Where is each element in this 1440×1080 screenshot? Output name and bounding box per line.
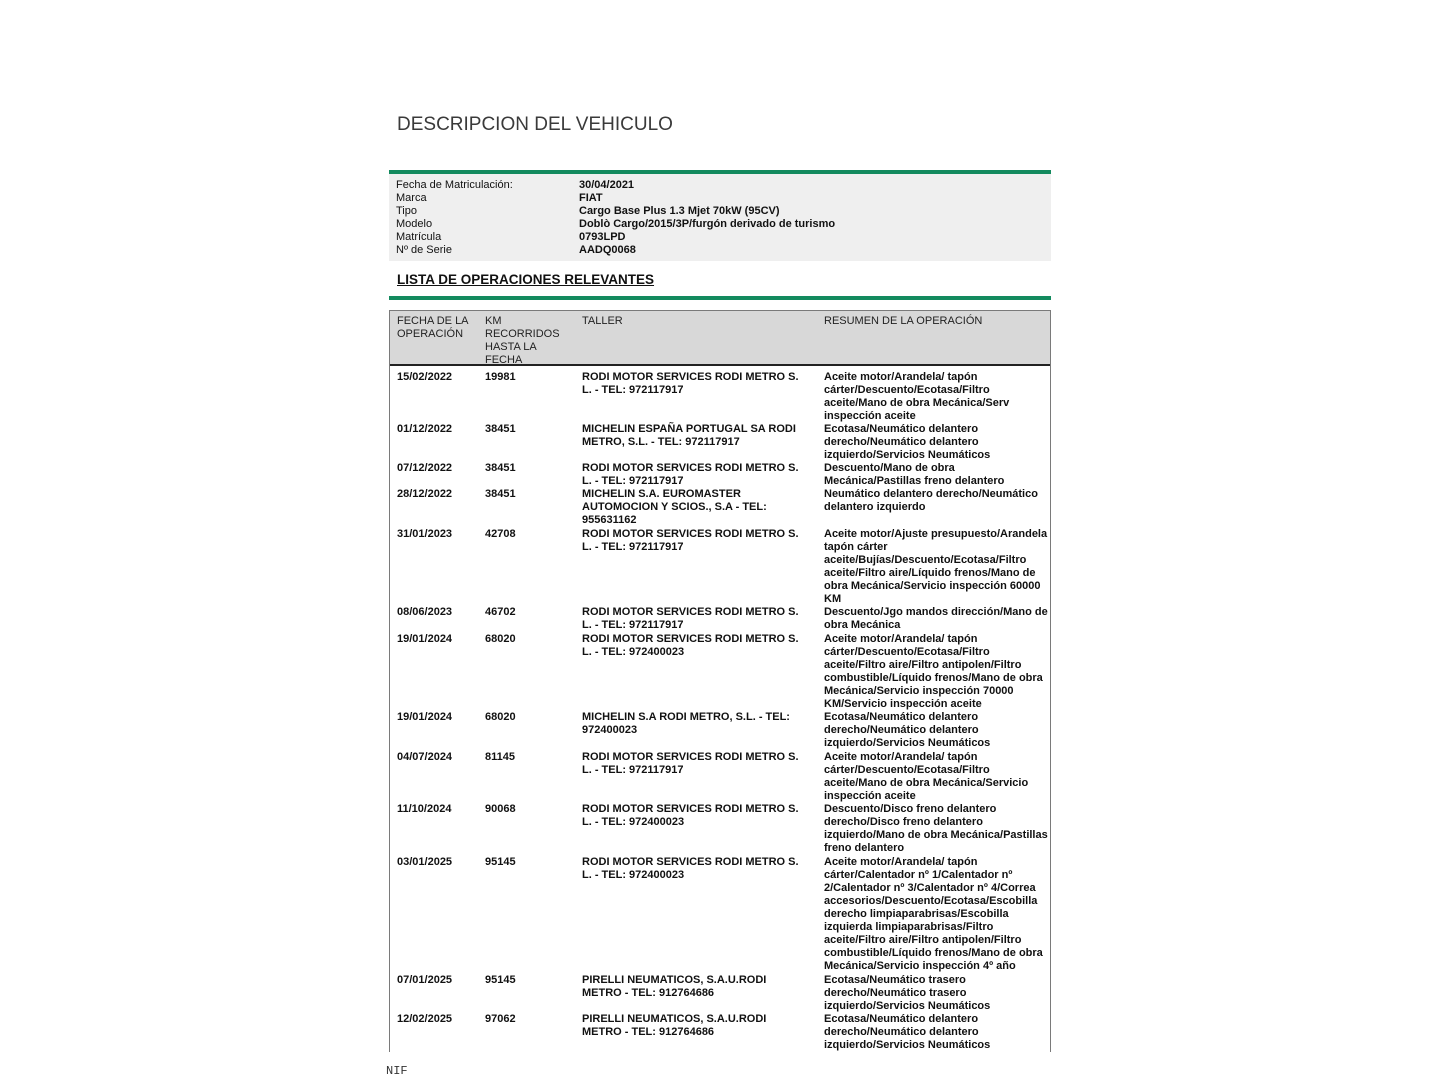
cell-taller: RODI MOTOR SERVICES RODI METRO S. L. - TEL: 972400023	[582, 856, 799, 881]
cell-km: 95145	[485, 974, 516, 986]
field-value: Cargo Base Plus 1.3 Mjet 70kW (95CV)	[579, 205, 780, 217]
cell-taller: RODI MOTOR SERVICES RODI METRO S. L. - TEL: 972400023	[582, 803, 799, 828]
field-value: 0793LPD	[579, 231, 626, 243]
cell-resumen: Aceite motor/Arandela/ tapón cárter/Descuento/Ecotasa/Filtro aceite/Filtro aire/Filtro antipolen/Filtro combustible/Líquido frenos/Mano de obra Mecánica/Servicio inspección 70000 KM/Servicio inspección aceite	[824, 633, 1043, 710]
cell-resumen: Descuento/Disco freno delantero derecho/Disco freno delantero izquierdo/Mano de obra Mecánica/Pastillas freno delantero	[824, 803, 1048, 854]
cell-resumen: Neumático delantero derecho/Neumático delantero izquierdo	[824, 488, 1038, 513]
cell-km: 95145	[485, 856, 516, 868]
cell-resumen: Ecotasa/Neumático delantero derecho/Neumático delantero izquierdo/Servicios Neumáticos	[824, 711, 991, 749]
header-resumen: RESUMEN DE LA OPERACIÓN	[824, 315, 983, 327]
operations-table	[389, 310, 1051, 1052]
field-label: Fecha de Matriculación:	[396, 179, 513, 191]
field-value: AADQ0068	[579, 244, 636, 256]
field-label: Matrícula	[396, 231, 442, 243]
cell-fecha: 12/02/2025	[397, 1013, 453, 1025]
table-header	[390, 311, 1050, 366]
cell-resumen: Aceite motor/Ajuste presupuesto/Arandela tapón cárter aceite/Bujías/Descuento/Ecotasa/Filtro aceite/Filtro aire/Líquido frenos/Mano de obra Mecánica/Servicio inspección 60000 KM	[824, 528, 1048, 605]
cell-fecha: 19/01/2024	[397, 711, 453, 723]
field-value: Doblò Cargo/2015/3P/furgón derivado de turismo	[579, 218, 836, 230]
cell-fecha: 15/02/2022	[397, 371, 453, 383]
cell-resumen: Aceite motor/Arandela/ tapón cárter/Calentador nº 1/Calentador nº 2/Calentador nº 3/Calentador nº 4/Correa accesorios/Descuento/Ecotasa/Escobilla derecho limpiaparabrisas/Escobilla izquierda limpiaparabrisas/Filtro aceite/Filtro aire/Filtro antipolen/Filtro combustible/Líquido frenos/Mano de obra Mecánica/Servicio inspección 4º año	[824, 856, 1043, 972]
cell-taller: RODI MOTOR SERVICES RODI METRO S. L. - TEL: 972400023	[582, 633, 799, 658]
cell-taller: PIRELLI NEUMATICOS, S.A.U.RODI METRO - TEL: 912764686	[582, 974, 767, 999]
field-value: 30/04/2021	[579, 179, 635, 191]
cell-fecha: 07/01/2025	[397, 974, 453, 986]
cell-resumen: Descuento/Jgo mandos dirección/Mano de obra Mecánica	[824, 606, 1048, 631]
header-taller: TALLER	[582, 315, 623, 327]
cell-fecha: 19/01/2024	[397, 633, 453, 645]
cell-km: 38451	[485, 462, 516, 474]
cell-km: 19981	[485, 371, 516, 383]
footer-nif-label: NIF	[386, 1064, 408, 1078]
cell-km: 46702	[485, 606, 516, 618]
cell-taller: RODI MOTOR SERVICES RODI METRO S. L. - TEL: 972117917	[582, 371, 799, 396]
header-km: KM RECORRIDOS HASTA LA FECHA	[485, 315, 560, 366]
header-fecha: FECHA DE LA OPERACIÓN	[397, 315, 468, 340]
cell-km: 38451	[485, 423, 516, 435]
cell-taller: MICHELIN S.A. EUROMASTER AUTOMOCION Y SCIOS., S.A - TEL: 955631162	[582, 488, 767, 526]
cell-km: 68020	[485, 711, 516, 723]
field-label: Nº de Serie	[396, 244, 452, 256]
cell-resumen: Ecotasa/Neumático delantero derecho/Neumático delantero izquierdo/Servicios Neumáticos	[824, 1013, 991, 1051]
cell-taller: RODI MOTOR SERVICES RODI METRO S. L. - TEL: 972117917	[582, 751, 799, 776]
cell-fecha: 31/01/2023	[397, 528, 453, 540]
cell-taller: RODI MOTOR SERVICES RODI METRO S. L. - TEL: 972117917	[582, 606, 799, 631]
cell-fecha: 01/12/2022	[397, 423, 453, 435]
section-divider	[389, 296, 1051, 300]
cell-km: 42708	[485, 528, 516, 540]
cell-resumen: Descuento/Mano de obra Mecánica/Pastillas freno delantero	[824, 462, 1005, 487]
cell-resumen: Ecotasa/Neumático delantero derecho/Neumático delantero izquierdo/Servicios Neumáticos	[824, 423, 991, 461]
field-label: Modelo	[396, 218, 433, 230]
cell-km: 97062	[485, 1013, 516, 1025]
cell-fecha: 11/10/2024	[397, 803, 452, 815]
cell-taller: RODI MOTOR SERVICES RODI METRO S. L. - TEL: 972117917	[582, 462, 799, 487]
cell-km: 38451	[485, 488, 516, 500]
operations-section-title: LISTA DE OPERACIONES RELEVANTES	[397, 272, 655, 287]
cell-resumen: Ecotasa/Neumático trasero derecho/Neumático trasero izquierdo/Servicios Neumáticos	[824, 974, 991, 1012]
cell-resumen: Aceite motor/Arandela/ tapón cárter/Descuento/Ecotasa/Filtro aceite/Mano de obra Mecánica/Servicio inspección aceite	[824, 751, 1029, 802]
cell-fecha: 08/06/2023	[397, 606, 453, 618]
field-label: Marca	[396, 192, 427, 204]
cell-taller: MICHELIN ESPAÑA PORTUGAL SA RODI METRO, S.L. - TEL: 972117917	[582, 423, 796, 448]
cell-fecha: 28/12/2022	[397, 488, 453, 500]
cell-fecha: 03/01/2025	[397, 856, 453, 868]
document-title: DESCRIPCION DEL VEHICULO	[397, 114, 673, 135]
vehicle-info-box	[389, 174, 1051, 261]
cell-km: 81145	[485, 751, 515, 763]
cell-taller: MICHELIN S.A RODI METRO, S.L. - TEL: 972400023	[582, 711, 790, 736]
field-label: Tipo	[396, 205, 417, 217]
cell-taller: RODI MOTOR SERVICES RODI METRO S. L. - TEL: 972117917	[582, 528, 799, 553]
cell-resumen: Aceite motor/Arandela/ tapón cárter/Descuento/Ecotasa/Filtro aceite/Mano de obra Mecánica/Serv inspección aceite	[824, 371, 1010, 422]
cell-km: 90068	[485, 803, 516, 815]
cell-fecha: 07/12/2022	[397, 462, 453, 474]
cell-km: 68020	[485, 633, 516, 645]
cell-taller: PIRELLI NEUMATICOS, S.A.U.RODI METRO - TEL: 912764686	[582, 1013, 767, 1038]
field-value: FIAT	[579, 192, 603, 204]
cell-fecha: 04/07/2024	[397, 751, 453, 763]
